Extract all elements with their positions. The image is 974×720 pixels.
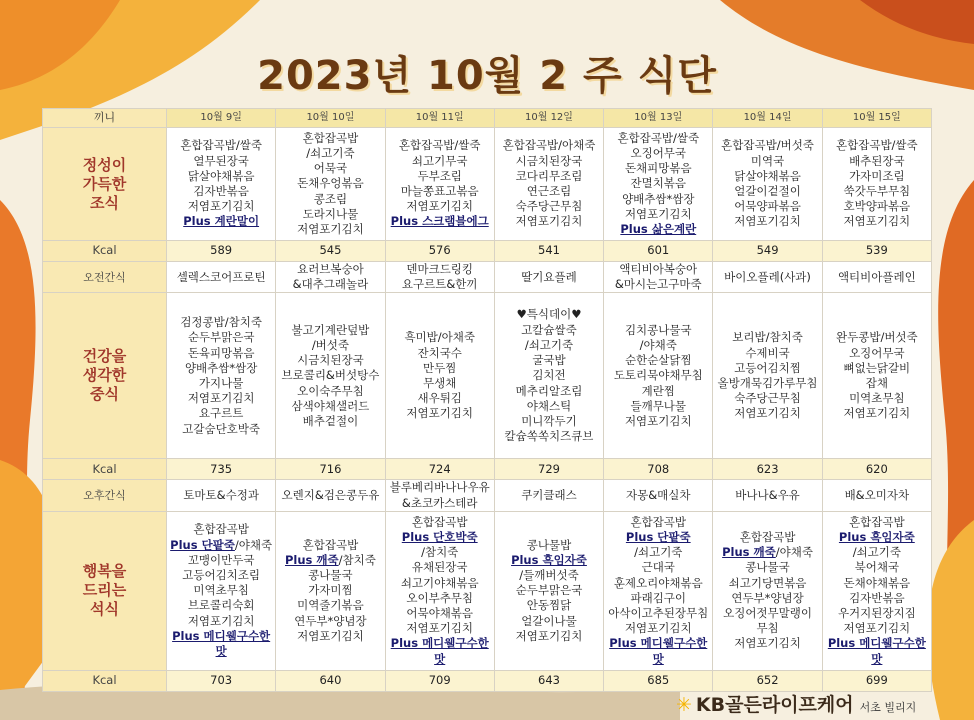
kcal-value: 699 xyxy=(822,670,931,691)
menu-item: 혼합잡곡밥/쌀죽 xyxy=(617,130,700,145)
kcal-value: 652 xyxy=(713,670,822,691)
lunch-menu-cell xyxy=(276,293,385,459)
pm-snack-row xyxy=(43,480,932,511)
breakfast-menu-cell xyxy=(385,128,494,241)
snack-item: 블루베리바나나우유 xyxy=(389,480,490,495)
snack-item: 덴마크드링킹 xyxy=(406,262,474,276)
row-label-line: 중식 xyxy=(90,385,119,404)
menu-item: 혼합잡곡밥 xyxy=(302,537,359,552)
date-header-6: 10월 14일 xyxy=(713,109,822,128)
dinner-menu-cell xyxy=(604,511,713,670)
menu-item: 어묵야채볶음 xyxy=(406,606,474,621)
menu-item: 저염포기김치 xyxy=(187,391,255,406)
row-label-line: 건강을 xyxy=(82,347,127,366)
breakfast-menu-cell xyxy=(167,128,276,241)
snack-item: 배&오미자차 xyxy=(844,488,910,502)
menu-item: 고등어김치찜 xyxy=(734,360,801,375)
menu-item: 배추겉절이 xyxy=(302,413,359,428)
menu-item: 양배추쌈*쌈장 xyxy=(184,360,258,375)
menu-item: 저염포기김치 xyxy=(297,222,364,236)
menu-item: 저염포기김치 xyxy=(297,628,364,643)
meal-column-header: 끼니 xyxy=(43,109,167,128)
dinner-row xyxy=(43,511,932,670)
kcal-value: 703 xyxy=(167,670,276,691)
menu-item: 브로콜리&버섯탕수 xyxy=(281,368,380,383)
plus-item: Plus 계란말이 xyxy=(183,214,260,229)
menu-item: 미니깍두기 xyxy=(521,413,577,428)
menu-item: 어묵국 xyxy=(313,161,348,176)
row-label-line: 가득한 xyxy=(82,174,127,193)
brand-sub: 서초 빌리지 xyxy=(859,701,917,714)
menu-item: 돈육피망볶음 xyxy=(187,345,255,360)
plus-item: Plus 메디웰구수한맛 xyxy=(172,628,271,659)
kcal-value: 724 xyxy=(385,459,494,480)
plus-item: Plus 깨죽 xyxy=(722,545,776,560)
kcal-value: 576 xyxy=(385,241,494,262)
menu-item: 호박양파볶음 xyxy=(843,199,911,214)
menu-item: 혼합잡곡밥/버섯죽 xyxy=(721,138,814,153)
menu-item: 혼합잡곡밥 xyxy=(302,130,359,145)
date-header-5: 10월 13일 xyxy=(604,109,713,128)
dinner-kcal-row xyxy=(43,670,932,691)
menu-item: 열무된장국 xyxy=(193,153,249,168)
menu-item: 가자미찜 xyxy=(308,583,353,598)
menu-item: 닭살야채볶음 xyxy=(734,168,801,183)
menu-item: 연두부*양념장 xyxy=(294,613,367,628)
snack-cell xyxy=(167,262,276,293)
menu-item: 김자반볶음 xyxy=(193,184,249,198)
plus-line xyxy=(605,530,711,545)
menu-item: 시금치된장국 xyxy=(297,353,364,368)
kcal-value: 623 xyxy=(713,459,822,480)
menu-item: 무침 xyxy=(756,621,779,636)
meal-plan-table xyxy=(42,108,932,692)
menu-item: 돈채우엉볶음 xyxy=(297,176,364,191)
menu-item: 저염포기김치 xyxy=(843,406,911,421)
breakfast-menu-cell xyxy=(713,128,822,241)
date-header-4: 10월 12일 xyxy=(494,109,603,128)
kcal-value: 640 xyxy=(276,670,385,691)
menu-item: 숙주당근무침 xyxy=(734,391,801,406)
menu-item: 계란찜 xyxy=(641,383,675,398)
kcal-value: 735 xyxy=(167,459,276,480)
menu-item: 고등어김치조림 xyxy=(182,568,261,582)
menu-item: 굴국밥 xyxy=(532,353,566,368)
row-label xyxy=(43,293,167,459)
snack-item: 자몽&매실차 xyxy=(626,488,691,502)
menu-item: 안동찜닭 xyxy=(526,598,572,613)
kcal-value: 589 xyxy=(167,241,276,262)
menu-item: 혼합잡곡밥 xyxy=(739,530,796,544)
menu-item: 양배추쌈*쌈장 xyxy=(622,191,695,206)
menu-item: /쇠고기죽 xyxy=(306,145,355,160)
menu-item: 저염포기김치 xyxy=(624,621,692,636)
menu-item: 꼬맹이만두국 xyxy=(187,552,255,567)
dinner-menu-cell xyxy=(494,511,603,670)
menu-item: 두부조림 xyxy=(417,168,462,183)
am-snack-row xyxy=(43,262,932,293)
menu-item: 요구르트 xyxy=(198,406,244,421)
menu-item: 올방개묵김가루무침 xyxy=(717,375,818,390)
menu-item: 배추된장국 xyxy=(849,153,905,168)
row-label-line: 석식 xyxy=(90,600,119,619)
row-label-line: 조식 xyxy=(90,193,119,212)
snack-cell xyxy=(713,480,822,511)
row-label xyxy=(43,511,167,670)
dinner-menu-cell xyxy=(822,511,931,670)
menu-item: 어묵양파볶음 xyxy=(734,199,801,214)
menu-item: 훈제오리야채볶음 xyxy=(613,575,703,590)
snack-cell xyxy=(822,480,931,511)
menu-item: 저염포기김치 xyxy=(406,406,474,421)
menu-item: 뼈없는닭갈비 xyxy=(843,360,911,375)
kcal-value: 709 xyxy=(385,670,494,691)
kcal-value: 716 xyxy=(276,459,385,480)
plus-item: Plus 삶은계란 xyxy=(620,222,697,236)
menu-item: 미역초무침 xyxy=(193,583,249,598)
plus-item: Plus 흑임자죽 xyxy=(511,552,587,567)
menu-item: 닭살야채볶음 xyxy=(187,168,255,183)
snack-label: 오후간식 xyxy=(43,480,167,511)
menu-item: 야채스틱 xyxy=(526,398,572,413)
snack-item: 액티비아복숭아 xyxy=(619,262,698,276)
menu-item: 미역국 xyxy=(750,153,785,168)
breakfast-menu-cell xyxy=(822,128,931,241)
menu-item: 고갈숨단호박죽 xyxy=(182,421,261,436)
kcal-value: 539 xyxy=(822,241,931,262)
menu-item: 저염포기김치 xyxy=(515,214,583,229)
menu-item: ♥특식데이♥ xyxy=(516,307,582,322)
menu-item: 시금치된장국 xyxy=(515,153,583,168)
lunch-menu-cell xyxy=(494,293,603,459)
brand-logo xyxy=(676,690,916,717)
menu-item: 잡채 xyxy=(865,375,888,390)
snack-item: 액티비아플레인 xyxy=(837,269,916,284)
plus-item: Plus 메디웰구수한맛 xyxy=(390,636,489,666)
menu-item: 연두부*양념장 xyxy=(731,590,804,605)
menu-item: 완두콩밥/버섯죽 xyxy=(836,330,918,345)
kcal-value: 620 xyxy=(822,459,931,480)
menu-item: 오징어무국 xyxy=(849,345,905,360)
breakfast-menu-cell xyxy=(276,128,385,241)
menu-item: 저염포기김치 xyxy=(734,214,801,229)
snack-cell xyxy=(822,262,931,293)
menu-item: /쇠고기죽 xyxy=(634,545,683,560)
menu-item: 연근조림 xyxy=(526,184,572,198)
lunch-menu-cell xyxy=(385,293,494,459)
snack-cell xyxy=(604,262,713,293)
menu-item: /야채죽 xyxy=(775,545,813,560)
menu-item: 김치콩나물국 xyxy=(624,322,692,337)
menu-item: 칼슘쏙쏙치즈큐브 xyxy=(504,429,594,444)
menu-item: 도토리묵야채무침 xyxy=(613,368,703,383)
snack-cell xyxy=(276,480,385,511)
kcal-value: 549 xyxy=(713,241,822,262)
kcal-label: Kcal xyxy=(43,670,167,691)
kcal-value: 729 xyxy=(494,459,603,480)
menu-item: 혼합잡곡밥 xyxy=(630,514,687,529)
menu-item: 저염포기김치 xyxy=(187,199,255,214)
plus-line xyxy=(496,553,602,568)
menu-item: 혼합잡곡밥 xyxy=(411,514,468,529)
menu-item: 콩조림 xyxy=(313,191,348,206)
menu-item: 잔멸치볶음 xyxy=(630,176,687,191)
breakfast-row xyxy=(43,128,932,241)
menu-item: 보리밥/참치죽 xyxy=(732,330,803,345)
date-header-1: 10월 9일 xyxy=(167,109,276,128)
menu-item: 근대국 xyxy=(641,560,675,575)
menu-item: 가지나물 xyxy=(198,375,244,390)
plus-line xyxy=(277,553,383,568)
menu-item: 쇠고기당면볶음 xyxy=(728,575,807,590)
menu-item: 삼색야채샐러드 xyxy=(291,398,370,413)
menu-item: /야채죽 xyxy=(639,337,677,352)
menu-item: 미역줄기볶음 xyxy=(297,598,364,613)
plus-line xyxy=(824,530,930,545)
plus-item: Plus 단팥죽 xyxy=(625,530,691,544)
menu-item: /쇠고기죽 xyxy=(524,337,574,352)
menu-item: 수제비국 xyxy=(745,345,790,360)
menu-item: 저염포기김치 xyxy=(515,628,583,643)
breakfast-menu-cell xyxy=(494,128,603,241)
menu-item: 숙주당근무침 xyxy=(515,199,583,214)
menu-item: 잔치국수 xyxy=(417,345,462,360)
menu-item: 순두부맑은국 xyxy=(187,330,255,345)
brand-name: KB골든라이프케어 xyxy=(695,694,854,716)
menu-item: 저염포기김치 xyxy=(624,413,692,428)
menu-item: 돈채피망볶음 xyxy=(624,161,692,176)
menu-item: /쇠고기죽 xyxy=(852,545,901,560)
kcal-value: 685 xyxy=(604,670,713,691)
kcal-label: Kcal xyxy=(43,459,167,480)
header-row xyxy=(43,109,932,128)
menu-item: 저염포기김치 xyxy=(406,199,474,214)
menu-item: 콩나물밥 xyxy=(526,537,572,552)
plus-item: Plus 스크램블에그 xyxy=(390,214,489,229)
menu-item: 만두찜 xyxy=(423,360,457,375)
snack-cell xyxy=(385,262,494,293)
menu-item: 우거지된장지짐 xyxy=(837,606,916,621)
lunch-menu-cell xyxy=(822,293,931,459)
dinner-menu-cell xyxy=(276,511,385,670)
menu-item: 혼합잡곡밥 xyxy=(849,514,905,529)
menu-item: 얼갈이나물 xyxy=(521,613,577,628)
menu-item: 유채된장국 xyxy=(411,560,468,575)
snack-cell xyxy=(385,480,494,511)
kcal-value: 643 xyxy=(494,670,603,691)
kcal-value: 601 xyxy=(604,241,713,262)
menu-item: 저염포기김치 xyxy=(734,636,801,651)
menu-item: 저염포기김치 xyxy=(843,214,911,229)
kcal-value: 541 xyxy=(494,241,603,262)
menu-item: 쇠고기무국 xyxy=(411,153,468,168)
page-title: 2023년 10월 2 주 식단 xyxy=(257,53,717,99)
menu-item: 콩나물국 xyxy=(308,568,353,582)
row-label-line: 정성이 xyxy=(82,155,127,174)
menu-item: 오징어무국 xyxy=(630,145,687,160)
snack-cell xyxy=(167,480,276,511)
plus-item: Plus 흑임자죽 xyxy=(838,530,915,544)
menu-item: 돈채야채볶음 xyxy=(843,575,911,590)
snack-item: 바이오플레(사과) xyxy=(724,269,811,284)
row-label-line: 생각한 xyxy=(82,366,127,385)
lunch-menu-cell xyxy=(713,293,822,459)
menu-item: 새우튀김 xyxy=(417,391,462,406)
plus-item: Plus 깨죽 xyxy=(285,552,339,567)
menu-item: 순한순살닭찜 xyxy=(624,353,692,368)
menu-item: 저염포기김치 xyxy=(406,621,474,636)
row-label-line: 드리는 xyxy=(82,581,127,600)
breakfast-menu-cell xyxy=(604,128,713,241)
snack-item: 요러브복숭아 xyxy=(297,262,364,276)
lunch-menu-cell xyxy=(167,293,276,459)
menu-item: 코다리무조림 xyxy=(515,168,583,183)
menu-item: /버섯죽 xyxy=(311,337,350,352)
date-header-3: 10월 11일 xyxy=(385,109,494,128)
lunch-kcal-row xyxy=(43,459,932,480)
menu-item: 혼합잡곡밥/쌀죽 xyxy=(398,138,481,153)
snack-item: 쿠키클래스 xyxy=(521,488,577,502)
snack-item: 셀렉스코어프로틴 xyxy=(176,269,266,284)
menu-item: 오징어젓무말랭이 xyxy=(723,606,812,621)
snack-item: &대추그래놀라 xyxy=(292,277,369,292)
menu-item: 김치전 xyxy=(532,368,566,383)
menu-item: /참치죽 xyxy=(338,552,376,567)
star-logo-icon: ✳ xyxy=(676,694,692,716)
snack-cell xyxy=(494,262,603,293)
snack-cell xyxy=(494,480,603,511)
menu-item: 마늘쫑표고볶음 xyxy=(400,184,479,198)
date-header-7: 10월 15일 xyxy=(822,109,931,128)
menu-item: 가자미조림 xyxy=(849,168,905,183)
snack-cell xyxy=(604,480,713,511)
kcal-value: 545 xyxy=(276,241,385,262)
menu-item: /야채죽 xyxy=(234,537,273,552)
menu-item: 오이숙주무침 xyxy=(297,383,364,398)
menu-item: 혼합잡곡밥/아채죽 xyxy=(502,138,596,153)
menu-item: /참치죽 xyxy=(421,545,459,560)
dinner-menu-cell xyxy=(167,511,276,670)
dinner-menu-cell xyxy=(385,511,494,670)
snack-item: 딸기요플레 xyxy=(521,269,577,284)
snack-item: &마시는고구마죽 xyxy=(614,277,702,292)
menu-item: 미역초무침 xyxy=(849,391,905,406)
menu-item: 고칼슘쌀죽 xyxy=(521,322,577,337)
menu-item: 콩나물국 xyxy=(745,560,790,575)
snack-label: 오전간식 xyxy=(43,262,167,293)
menu-item: 쑥갓두부무침 xyxy=(843,184,911,198)
plus-item: Plus 단호박죽 xyxy=(401,530,478,544)
plus-item: Plus 메디웰구수한맛 xyxy=(609,636,708,666)
snack-item: 바나나&우유 xyxy=(735,488,800,502)
snack-item: 토마토&수정과 xyxy=(183,488,259,502)
menu-item: 김자반볶음 xyxy=(849,590,905,605)
menu-item: 흑미밥/아채죽 xyxy=(404,330,475,345)
menu-item: 아삭이고추된장무침 xyxy=(608,606,709,621)
date-header-2: 10월 10일 xyxy=(276,109,385,128)
lunch-menu-cell xyxy=(604,293,713,459)
menu-item: 브로콜리숙회 xyxy=(187,598,255,613)
plus-line xyxy=(168,538,274,553)
snack-item: 오렌지&검은콩두유 xyxy=(281,488,380,502)
row-label xyxy=(43,128,167,241)
menu-item: 순두부맑은국 xyxy=(515,583,583,598)
kcal-label: Kcal xyxy=(43,241,167,262)
menu-item: 얼갈이겉절이 xyxy=(734,184,801,198)
menu-item: 검정콩밥/참치죽 xyxy=(180,315,262,330)
menu-item: 저염포기김치 xyxy=(843,621,911,636)
menu-item: 들깨무나물 xyxy=(630,398,687,413)
menu-item: /들깨버섯죽 xyxy=(519,568,579,582)
plus-item: Plus 단팥죽 xyxy=(170,537,235,552)
plus-line xyxy=(387,530,493,545)
menu-item: 저염포기김치 xyxy=(734,406,801,421)
menu-item: 저염포기김치 xyxy=(624,206,692,221)
menu-item: 무생채 xyxy=(423,375,457,390)
plus-item: Plus 메디웰구수한맛 xyxy=(827,636,926,666)
menu-item: 혼합잡곡밥/쌀죽 xyxy=(836,138,918,153)
kcal-value: 708 xyxy=(604,459,713,480)
breakfast-kcal-row xyxy=(43,241,932,262)
snack-cell xyxy=(713,262,822,293)
row-label-line: 행복을 xyxy=(82,562,127,581)
menu-item: 저염포기김치 xyxy=(187,613,255,628)
menu-item: 혼합잡곡밥/쌀죽 xyxy=(180,138,262,153)
lunch-row xyxy=(43,293,932,459)
snack-cell xyxy=(276,262,385,293)
menu-item: 오이부추무침 xyxy=(406,590,474,605)
dinner-menu-cell xyxy=(713,511,822,670)
menu-item: 북어채국 xyxy=(854,560,900,575)
menu-item: 쇠고기야채볶음 xyxy=(400,575,479,590)
menu-item: 메추리알조림 xyxy=(515,383,583,398)
menu-item: 혼합잡곡밥 xyxy=(193,522,249,537)
snack-item: 요구르트&한끼 xyxy=(401,277,478,292)
menu-item: 불고기계란덮밥 xyxy=(291,322,370,337)
plus-line xyxy=(714,545,820,560)
snack-item: &초코카스테라 xyxy=(401,495,478,510)
menu-item: 도라지나물 xyxy=(302,206,359,221)
menu-item: 파래김구이 xyxy=(630,590,687,605)
